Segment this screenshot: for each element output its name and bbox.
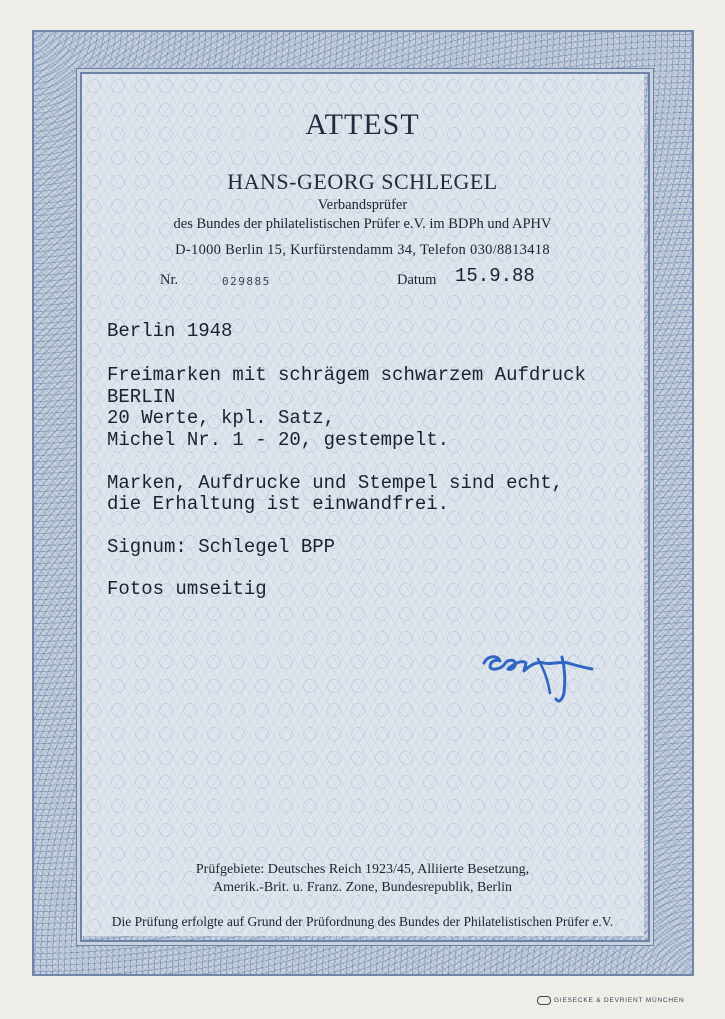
body-line-photos: Fotos umseitig [107,578,267,600]
footer-notice: Die Prüfung erfolgte auf Grund der Prüfordnung des Bundes der Philatelistischen Prüfer e.V. [111,914,614,929]
datum-label: Datum [397,272,437,288]
body-line-signum: Signum: Schlegel BPP [107,536,336,558]
body-line-catalogue: Michel Nr. 1 - 20, gestempelt. [107,429,450,451]
footer-areas-line1: Prüfgebiete: Deutsches Reich 1923/45, Alliierte Besetzung, [195,862,530,877]
signature-image [478,641,598,711]
body-line-overprint: BERLIN [107,386,176,408]
datum-value: 15.9.88 [455,265,535,287]
nr-label: Nr. [160,272,179,288]
examiner-address: D-1000 Berlin 15, Kurfürstendamm 34, Telefon 030/8813418 [175,242,550,258]
printer-logo-icon [537,996,551,1005]
body-line-genuine: Marken, Aufdrucke und Stempel sind echt, [107,472,564,494]
certificate-title: ATTEST [305,108,420,141]
examiner-role: Verbandsprüfer [317,197,408,213]
printer-imprint [537,996,685,1005]
body-line-values: 20 Werte, kpl. Satz, [107,407,336,429]
examiner-name: HANS-GEORG SCHLEGEL [227,169,498,194]
nr-value: 029885 [222,275,271,288]
printer-name: GIESECKE & DEVRIENT MÜNCHEN [554,997,685,1005]
body-line-issue: Berlin 1948 [107,320,233,342]
examiner-association: des Bundes der philatelistischen Prüfer e.V. im BDPh und APHV [173,216,552,232]
body-line-description: Freimarken mit schrägem schwarzem Aufdruck [107,364,586,386]
footer-areas-line2: Amerik.-Brit. u. Franz. Zone, Bundesrepublik, Berlin [213,880,512,895]
body-line-condition: die Erhaltung ist einwandfrei. [107,493,450,515]
